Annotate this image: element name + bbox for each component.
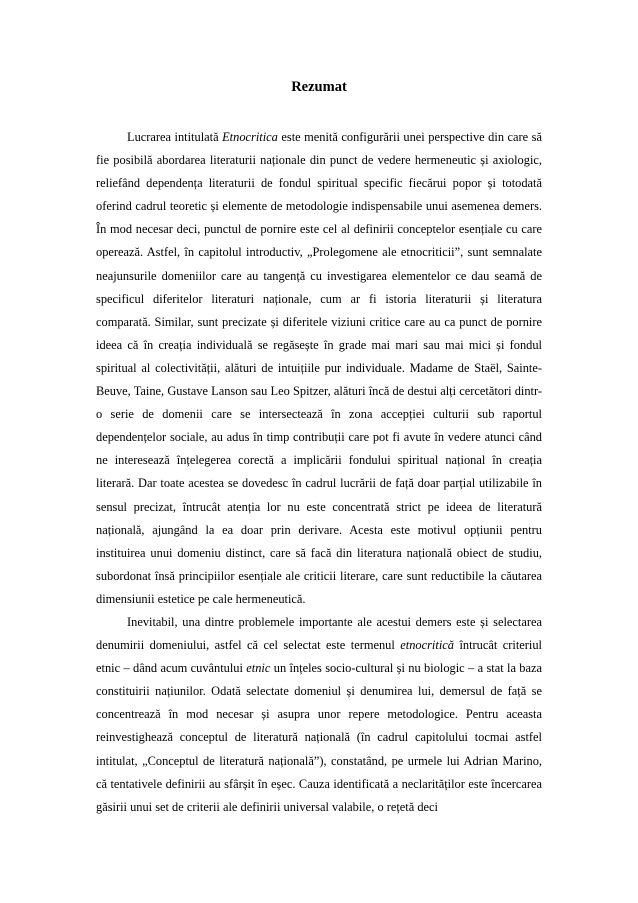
italic-term: etnocritică	[400, 638, 454, 653]
text-run: Inevitabil, una dintre problemele importante ale acestui demers este și selectarea denumirii domeniului, astfel că cel selectat este termenul	[96, 614, 542, 653]
italic-term: etnic	[246, 661, 271, 676]
body-text	[96, 126, 542, 819]
paragraph	[96, 126, 542, 611]
text-run: un înțeles socio-cultural și nu biologic – a stat la baza constituirii națiunilor. Odată selectate domeniul și denumirea lui, demersul de față se concentrează în mod necesar și asupra unor repere metodologice. Pentru aceasta reinvestighează conceptul de literatură națională (în cadrul capitolului tocmai astfel intitulat, „Conceptul de literatură națională”), constatând, pe urmele lui Adrian Marino, că tentativele definirii au sfârșit în eșec. Cauza identificată a neclarităților este încercarea găsirii unui set de criterii ale definirii universal valabile, o rețetă deci	[96, 661, 543, 814]
italic-term: Etnocritica	[222, 130, 278, 144]
text-run: este menită configurării unei perspective din care să fie posibilă abordarea literaturii naționale din punct de vedere hermeneutic și axiologic, reliefând dependența literaturii de fondul spiritual specific fiecărui popor și totodată oferind cadrul teoretic și elemente de metodologie indispensabile unui asemenea demers. În mod necesar deci, punctul de pornire este cel al definirii conceptelor esențiale cu care operează. Astfel, în capitolul introductiv, „Prolegomene ale etnocriticii”, sunt semnalate neajunsurile domeniilor care au tangență cu investigarea elementelor ce dau seamă de specificul diferitelor literaturi naționale, cum ar fi istoria literaturii și literatura comparată. Similar, sunt precizate și diferitele viziuni critice care au ca punct de pornire ideea că în creația individuală se regăsește în grade mai mari sau mai mici și fondul spiritual al colectivității, alături de intuițiile pur individuale. Madame de Staël, Sainte-Beuve, Taine, Gustave Lanson sau Leo Spitzer, alături încă de destui alți cercetători dintr-o serie de domenii care se intersectează în zona accepției culturii sub raportul dependențelor sociale, au adus în timp contribuții care pot fi avute în vedere atunci când ne interesează înțelegerea corectă a implicării fondului spiritual național în creația literară. Dar toate acestea se dovedesc în cadrul lucrării de față doar parțial utilizabile în sensul precizat, întrucât atenția lor nu este concentrată strict pe ideea de literatură națională, ajungând la ea doar prin derivare. Acesta este motivul opțiunii pentru instituirea unui domeniu distinct, care să facă din literatura națională obiect de studiu, subordonat însă principiilor esențiale ale criticii literare, care sunt reductibile la căutarea dimensiunii estetice pe cale hermeneutică.	[96, 130, 542, 606]
text-run: Lucrarea intitulată	[127, 130, 223, 144]
page-title: Rezumat	[291, 79, 347, 95]
text-run: întrucât criteriul etnic – dând acum cuvântului	[96, 638, 542, 676]
paragraph	[96, 611, 542, 819]
